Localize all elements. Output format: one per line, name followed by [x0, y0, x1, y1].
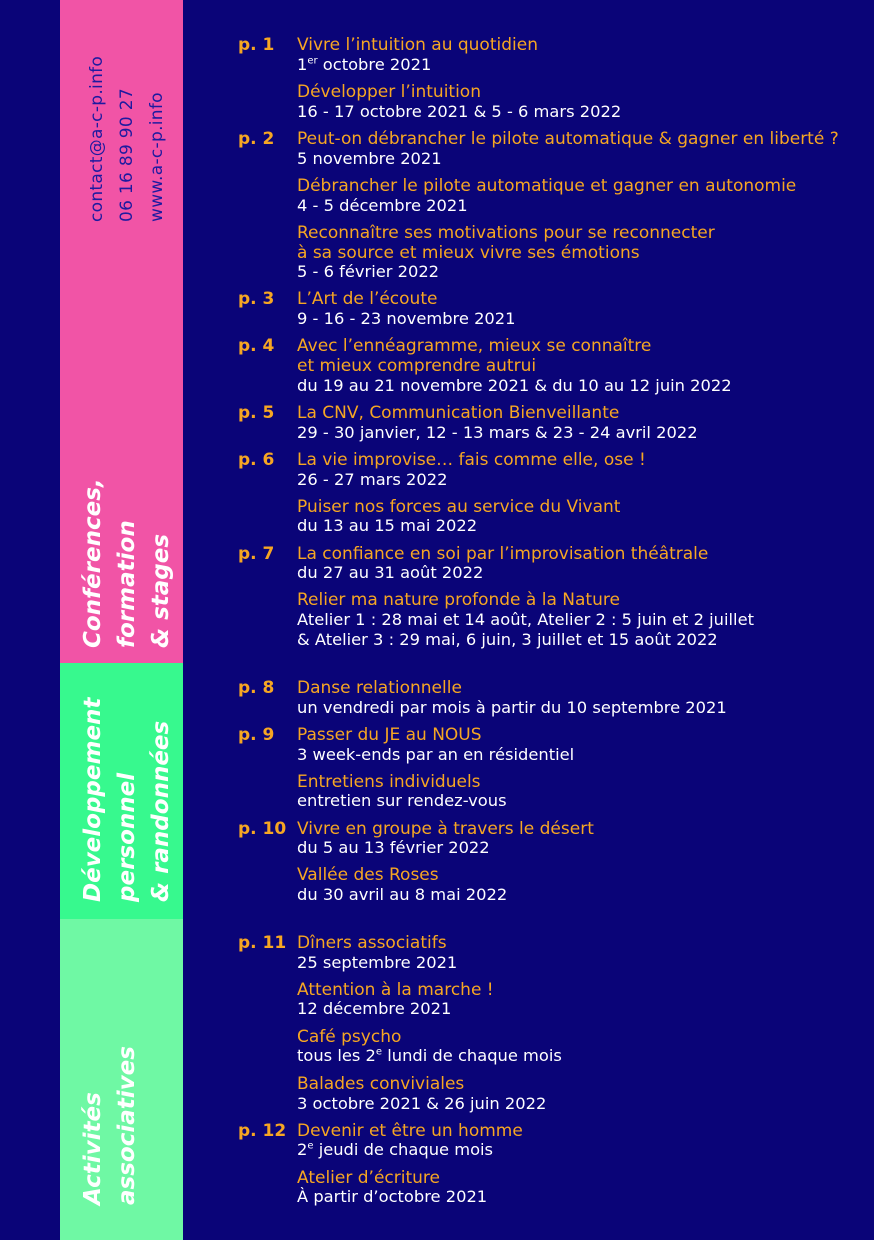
section-title-line: Conférences,: [80, 478, 106, 648]
entry-title: La CNV, Communication Bienveillante: [297, 403, 620, 423]
entry-title: Attention à la marche !: [297, 980, 494, 1000]
entry-date: 5 novembre 2021: [297, 149, 442, 168]
page-number: p. 5: [238, 403, 275, 423]
entry-title: Balades conviviales: [297, 1074, 465, 1094]
page-number: p. 4: [238, 336, 275, 356]
entry-date: 26 - 27 mars 2022: [297, 470, 448, 489]
entry-title: Relier ma nature profonde à la Nature: [297, 590, 620, 610]
entry-title: Café psycho: [297, 1027, 402, 1047]
page-number: p. 3: [238, 289, 275, 309]
entry-date: 4 - 5 décembre 2021: [297, 196, 468, 215]
entry-title: Vivre en groupe à travers le désert: [297, 819, 594, 839]
entry-date: 16 - 17 octobre 2021 & 5 - 6 mars 2022: [297, 102, 622, 121]
entry-title: Vallée des Roses: [297, 865, 439, 885]
entry-date: du 19 au 21 novembre 2021 & du 10 au 12 juin 2022: [297, 376, 732, 395]
entry-date: 3 week-ends par an en résidentiel: [297, 745, 575, 764]
entry-date: tous les 2e lundi de chaque mois: [297, 1046, 562, 1065]
page-number: p. 12: [238, 1121, 287, 1141]
entry-date: 9 - 16 - 23 novembre 2021: [297, 309, 516, 328]
entry-date: du 27 au 31 août 2022: [297, 563, 484, 582]
entry-date: Atelier 1 : 28 mai et 14 août, Atelier 2 : 5 juin et 2 juillet: [297, 610, 754, 629]
entry-date: 12 décembre 2021: [297, 999, 452, 1018]
entry-date: un vendredi par mois à partir du 10 septembre 2021: [297, 698, 727, 717]
entry-date-line2: & Atelier 3 : 29 mai, 6 juin, 3 juillet et 15 août 2022: [297, 630, 718, 649]
entry-date: du 13 au 15 mai 2022: [297, 516, 478, 535]
entry-title: Avec l’ennéagramme, mieux se connaître: [297, 336, 652, 356]
section-title-line: & stages: [148, 533, 174, 648]
entry-title: Dîners associatifs: [297, 933, 447, 953]
entry-title: L’Art de l’écoute: [297, 289, 438, 309]
page-number: p. 1: [238, 35, 275, 55]
section-title-line: Développement: [80, 697, 106, 902]
entry-title: La confiance en soi par l’improvisation théâtrale: [297, 544, 709, 564]
entry-date: du 30 avril au 8 mai 2022: [297, 885, 508, 904]
contact-website[interactable]: www.a-c-p.info: [147, 92, 167, 222]
entry-title: Vivre l’intuition au quotidien: [297, 35, 538, 55]
section-title-line: personnel: [114, 772, 140, 902]
entry-date: 2e jeudi de chaque mois: [297, 1140, 494, 1159]
entry-title-line2: à sa source et mieux vivre ses émotions: [297, 243, 640, 263]
entry-title: Reconnaître ses motivations pour se reconnecter: [297, 223, 715, 243]
section-title-line: associatives: [114, 1046, 140, 1205]
entry-date: 25 septembre 2021: [297, 953, 458, 972]
section-title-line: & randonnées: [148, 720, 174, 902]
section-title-line: Activités: [80, 1092, 106, 1205]
entry-date: entretien sur rendez-vous: [297, 791, 507, 810]
page-number: p. 10: [238, 819, 287, 839]
entry-title: La vie improvise… fais comme elle, ose !: [297, 450, 646, 470]
page-number: p. 8: [238, 678, 275, 698]
contact-email[interactable]: contact@a-c-p.info: [87, 55, 107, 222]
entry-title: Atelier d’écriture: [297, 1168, 440, 1188]
entry-title: Passer du JE au NOUS: [297, 725, 482, 745]
entry-title: Devenir et être un homme: [297, 1121, 523, 1141]
entry-date: 29 - 30 janvier, 12 - 13 mars & 23 - 24 avril 2022: [297, 423, 698, 442]
entry-title-line2: et mieux comprendre autrui: [297, 356, 537, 376]
entry-title: Débrancher le pilote automatique et gagner en autonomie: [297, 176, 797, 196]
entry-date: À partir d’octobre 2021: [297, 1187, 488, 1206]
page-number: p. 2: [238, 129, 275, 149]
page-number: p. 7: [238, 544, 275, 564]
entry-title: Entretiens individuels: [297, 772, 481, 792]
page-number: p. 11: [238, 933, 287, 953]
contact-phone[interactable]: 06 16 89 90 27: [117, 88, 137, 222]
page-number: p. 6: [238, 450, 275, 470]
entry-title: Développer l’intuition: [297, 82, 481, 102]
section-title-line: formation: [114, 520, 140, 648]
entry-title: Danse relationnelle: [297, 678, 462, 698]
entry-date: 1er octobre 2021: [297, 55, 432, 74]
entry-title: Puiser nos forces au service du Vivant: [297, 497, 621, 517]
entry-date: du 5 au 13 février 2022: [297, 838, 490, 857]
entry-title: Peut-on débrancher le pilote automatique & gagner en liberté ?: [297, 129, 839, 149]
entry-date: 3 octobre 2021 & 26 juin 2022: [297, 1094, 547, 1113]
entry-date: 5 - 6 février 2022: [297, 262, 440, 281]
page-number: p. 9: [238, 725, 275, 745]
